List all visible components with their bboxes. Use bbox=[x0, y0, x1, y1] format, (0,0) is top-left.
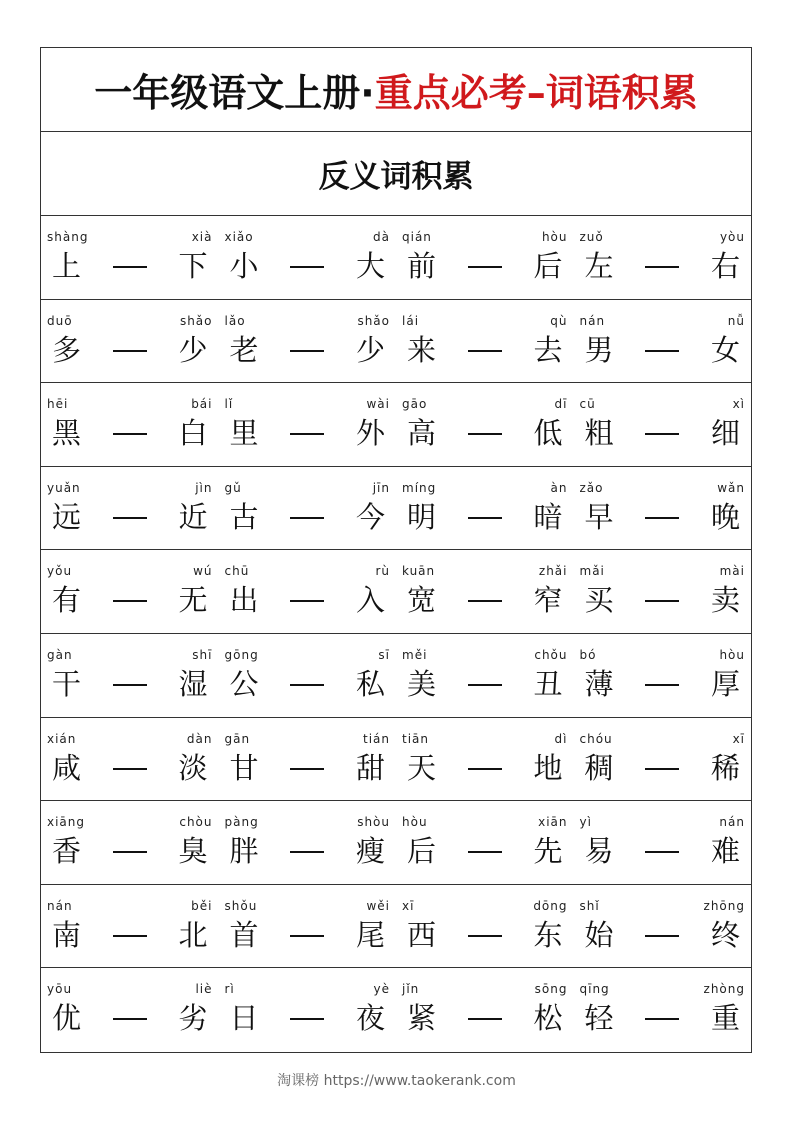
antonym-row bbox=[41, 801, 751, 885]
pinyin-right: yòu bbox=[719, 230, 745, 244]
dash-separator bbox=[468, 935, 502, 937]
dash-separator bbox=[468, 433, 502, 435]
pinyin-left: zǎo bbox=[579, 480, 604, 495]
hanzi-right: 难 bbox=[710, 834, 740, 869]
page-title-highlight: 重点必考–词语积累 bbox=[374, 71, 698, 115]
pinyin-left: cū bbox=[579, 397, 596, 412]
hanzi-left: 粗 bbox=[584, 416, 614, 451]
pinyin-right: zhōng bbox=[703, 898, 745, 913]
hanzi-right: 丑 bbox=[533, 666, 563, 701]
antonym-pair bbox=[396, 968, 574, 1052]
antonym-pair bbox=[574, 718, 752, 801]
pinyin-left: nán bbox=[47, 898, 73, 913]
pinyin-left: pàng bbox=[224, 815, 259, 830]
dash-separator bbox=[290, 350, 324, 352]
hanzi-left: 日 bbox=[229, 1001, 259, 1036]
antonym-pair bbox=[574, 467, 752, 550]
hanzi-left: 上 bbox=[52, 249, 82, 283]
hanzi-left: 西 bbox=[407, 917, 437, 952]
antonym-pair bbox=[396, 550, 574, 633]
pinyin-right: chǒu bbox=[534, 647, 568, 662]
hanzi-left: 甘 bbox=[229, 750, 259, 785]
dash-separator bbox=[645, 433, 679, 435]
pinyin-right: dì bbox=[554, 731, 568, 746]
hanzi-left: 里 bbox=[229, 416, 259, 451]
pinyin-left: yuǎn bbox=[47, 480, 81, 495]
hanzi-right: 夜 bbox=[355, 1001, 385, 1036]
pinyin-left: gān bbox=[224, 731, 251, 746]
hanzi-right: 后 bbox=[533, 249, 563, 283]
pinyin-right: jīn bbox=[372, 480, 390, 495]
dash-separator bbox=[290, 600, 324, 602]
pinyin-left: gōng bbox=[224, 647, 259, 662]
hanzi-right: 细 bbox=[710, 416, 740, 451]
dash-separator bbox=[468, 1018, 502, 1020]
antonym-pair bbox=[219, 718, 397, 801]
dash-separator bbox=[468, 266, 502, 268]
hanzi-right: 私 bbox=[355, 666, 385, 701]
hanzi-left: 易 bbox=[584, 834, 614, 869]
antonym-pair bbox=[41, 718, 219, 801]
hanzi-right: 瘦 bbox=[355, 834, 385, 869]
antonym-pair bbox=[574, 216, 752, 299]
pinyin-right: jìn bbox=[195, 480, 213, 495]
page-title bbox=[94, 62, 697, 117]
hanzi-left: 胖 bbox=[229, 834, 259, 869]
dash-separator bbox=[290, 684, 324, 686]
hanzi-right: 卖 bbox=[710, 583, 740, 618]
pinyin-right: hòu bbox=[541, 230, 568, 244]
pinyin-right: xī bbox=[732, 731, 745, 746]
dash-separator bbox=[290, 935, 324, 937]
antonym-row bbox=[41, 718, 751, 802]
hanzi-left: 左 bbox=[584, 249, 614, 283]
antonym-pair bbox=[41, 383, 219, 466]
hanzi-right: 重 bbox=[710, 1001, 740, 1036]
antonym-pair bbox=[41, 216, 219, 299]
antonym-pair bbox=[574, 550, 752, 633]
antonym-pair bbox=[219, 634, 397, 717]
hanzi-left: 有 bbox=[52, 583, 82, 618]
hanzi-left: 紧 bbox=[407, 1001, 437, 1036]
pinyin-left: lǎo bbox=[224, 313, 246, 328]
pinyin-right: zhǎi bbox=[538, 564, 568, 579]
pinyin-right: tián bbox=[363, 731, 390, 746]
pinyin-right: zhòng bbox=[703, 982, 745, 997]
pinyin-left: qīng bbox=[579, 982, 610, 997]
antonym-pair bbox=[219, 216, 397, 299]
pinyin-left: duō bbox=[47, 313, 73, 328]
pinyin-left: qián bbox=[402, 230, 432, 244]
dash-separator bbox=[290, 1018, 324, 1020]
hanzi-right: 东 bbox=[533, 917, 563, 952]
title-row bbox=[41, 48, 751, 132]
dash-separator bbox=[645, 1018, 679, 1020]
hanzi-left: 咸 bbox=[52, 750, 82, 785]
antonym-pair bbox=[219, 885, 397, 968]
hanzi-right: 臭 bbox=[178, 834, 208, 869]
hanzi-right: 先 bbox=[533, 834, 563, 869]
hanzi-right: 尾 bbox=[355, 917, 385, 952]
pinyin-left: hēi bbox=[47, 397, 69, 412]
hanzi-right: 终 bbox=[710, 917, 740, 952]
hanzi-right: 右 bbox=[710, 249, 740, 283]
pinyin-left: nán bbox=[579, 313, 606, 328]
pinyin-left: shǒu bbox=[224, 898, 258, 913]
hanzi-left: 宽 bbox=[407, 583, 437, 618]
antonym-pair bbox=[219, 550, 397, 633]
pinyin-right: shòu bbox=[357, 815, 390, 830]
dash-separator bbox=[645, 935, 679, 937]
dash-separator bbox=[113, 1018, 147, 1020]
hanzi-right: 外 bbox=[355, 416, 385, 451]
antonym-pair bbox=[219, 383, 397, 466]
pinyin-left: mǎi bbox=[579, 564, 605, 579]
antonym-row bbox=[41, 885, 751, 969]
hanzi-left: 男 bbox=[584, 332, 614, 367]
hanzi-right: 松 bbox=[533, 1001, 563, 1036]
antonym-pair bbox=[219, 300, 397, 383]
antonym-pair bbox=[41, 550, 219, 633]
pinyin-left: gàn bbox=[47, 647, 73, 662]
pinyin-right: hòu bbox=[719, 647, 745, 662]
dash-separator bbox=[468, 684, 502, 686]
hanzi-right: 湿 bbox=[178, 666, 208, 701]
hanzi-left: 早 bbox=[584, 499, 614, 534]
hanzi-left: 明 bbox=[407, 499, 437, 534]
dash-separator bbox=[468, 851, 502, 853]
footer-watermark: 淘课榜 https://www.taokerank.com bbox=[277, 1073, 516, 1089]
pinyin-left: bó bbox=[579, 647, 597, 662]
antonym-grid bbox=[41, 216, 751, 1052]
pinyin-right: àn bbox=[550, 480, 568, 495]
dash-separator bbox=[113, 935, 147, 937]
dash-separator bbox=[468, 768, 502, 770]
pinyin-left: měi bbox=[402, 647, 428, 662]
dash-separator bbox=[113, 350, 147, 352]
pinyin-right: xì bbox=[732, 397, 745, 412]
dash-separator bbox=[290, 517, 324, 519]
pinyin-left: kuān bbox=[402, 564, 436, 579]
hanzi-left: 香 bbox=[52, 834, 82, 869]
antonym-row bbox=[41, 968, 751, 1052]
pinyin-left: tiān bbox=[402, 731, 429, 746]
antonym-row bbox=[41, 550, 751, 634]
hanzi-left: 远 bbox=[52, 499, 82, 534]
hanzi-left: 多 bbox=[52, 332, 82, 367]
dash-separator bbox=[290, 266, 324, 268]
dash-separator bbox=[290, 851, 324, 853]
hanzi-left: 高 bbox=[407, 416, 437, 451]
dash-separator bbox=[113, 684, 147, 686]
subtitle-row bbox=[41, 132, 751, 216]
dash-separator bbox=[113, 433, 147, 435]
pinyin-right: wěi bbox=[366, 898, 390, 913]
antonym-pair bbox=[41, 885, 219, 968]
pinyin-right: wǎn bbox=[717, 480, 745, 495]
pinyin-left: gāo bbox=[402, 397, 428, 412]
hanzi-left: 天 bbox=[407, 750, 437, 785]
hanzi-left: 出 bbox=[229, 583, 259, 618]
pinyin-right: chòu bbox=[179, 815, 213, 830]
hanzi-left: 来 bbox=[407, 332, 437, 367]
pinyin-left: hòu bbox=[402, 815, 428, 830]
antonym-pair bbox=[396, 801, 574, 884]
hanzi-right: 晚 bbox=[710, 499, 740, 534]
pinyin-right: liè bbox=[195, 982, 213, 997]
antonym-pair bbox=[396, 718, 574, 801]
pinyin-right: shī bbox=[192, 647, 213, 662]
antonym-row bbox=[41, 634, 751, 718]
hanzi-left: 小 bbox=[229, 249, 259, 283]
page-title-main: 一年级语文上册· bbox=[94, 71, 375, 115]
pinyin-left: xiǎo bbox=[224, 230, 254, 244]
pinyin-right: nán bbox=[719, 815, 745, 830]
antonym-pair bbox=[396, 885, 574, 968]
pinyin-left: shǐ bbox=[579, 898, 600, 913]
antonym-pair bbox=[41, 467, 219, 550]
antonym-pair bbox=[574, 383, 752, 466]
hanzi-right: 无 bbox=[178, 583, 208, 618]
hanzi-left: 始 bbox=[584, 917, 614, 952]
dash-separator bbox=[645, 768, 679, 770]
hanzi-left: 首 bbox=[229, 917, 259, 952]
hanzi-right: 窄 bbox=[533, 583, 563, 618]
hanzi-right: 甜 bbox=[355, 750, 385, 785]
dash-separator bbox=[645, 350, 679, 352]
pinyin-right: shǎo bbox=[357, 313, 390, 328]
dash-separator bbox=[645, 517, 679, 519]
antonym-pair bbox=[41, 801, 219, 884]
hanzi-right: 近 bbox=[178, 499, 208, 534]
hanzi-left: 薄 bbox=[584, 666, 614, 701]
pinyin-right: bái bbox=[191, 397, 213, 412]
pinyin-right: rù bbox=[375, 564, 390, 579]
pinyin-right: dōng bbox=[533, 898, 568, 913]
hanzi-right: 入 bbox=[355, 583, 385, 618]
antonym-row bbox=[41, 216, 751, 300]
hanzi-right: 暗 bbox=[533, 499, 563, 534]
hanzi-right: 劣 bbox=[178, 1001, 208, 1036]
antonym-row bbox=[41, 300, 751, 384]
pinyin-right: xiān bbox=[538, 815, 568, 830]
dash-separator bbox=[645, 600, 679, 602]
dash-separator bbox=[113, 851, 147, 853]
hanzi-right: 淡 bbox=[178, 750, 208, 785]
hanzi-right: 稀 bbox=[710, 750, 740, 785]
hanzi-right: 下 bbox=[178, 249, 208, 283]
dash-separator bbox=[645, 684, 679, 686]
antonym-pair bbox=[574, 300, 752, 383]
antonym-row bbox=[41, 383, 751, 467]
dash-separator bbox=[113, 266, 147, 268]
antonym-pair bbox=[41, 968, 219, 1052]
dash-separator bbox=[113, 517, 147, 519]
antonym-pair bbox=[219, 467, 397, 550]
dash-separator bbox=[290, 433, 324, 435]
antonym-pair bbox=[396, 467, 574, 550]
dash-separator bbox=[468, 600, 502, 602]
antonym-row bbox=[41, 467, 751, 551]
hanzi-left: 轻 bbox=[584, 1001, 614, 1036]
pinyin-right: shǎo bbox=[179, 313, 213, 328]
hanzi-left: 优 bbox=[52, 1001, 82, 1036]
antonym-pair bbox=[396, 300, 574, 383]
pinyin-left: jǐn bbox=[402, 982, 420, 997]
pinyin-right: nǚ bbox=[727, 313, 745, 328]
pinyin-left: rì bbox=[224, 982, 235, 997]
pinyin-right: sōng bbox=[534, 982, 568, 997]
hanzi-right: 去 bbox=[533, 332, 563, 367]
antonym-pair bbox=[574, 634, 752, 717]
hanzi-right: 白 bbox=[178, 416, 208, 451]
pinyin-right: wài bbox=[366, 397, 390, 412]
hanzi-right: 低 bbox=[533, 416, 563, 451]
hanzi-left: 稠 bbox=[584, 750, 614, 785]
hanzi-right: 今 bbox=[355, 499, 385, 534]
worksheet bbox=[40, 47, 752, 1053]
hanzi-right: 大 bbox=[355, 249, 385, 283]
hanzi-left: 南 bbox=[52, 917, 82, 952]
hanzi-right: 少 bbox=[355, 332, 385, 367]
hanzi-left: 古 bbox=[229, 499, 259, 534]
hanzi-left: 黑 bbox=[52, 416, 82, 451]
antonym-pair bbox=[219, 801, 397, 884]
pinyin-left: xiāng bbox=[47, 815, 86, 830]
pinyin-left: zuǒ bbox=[579, 230, 604, 244]
pinyin-left: chóu bbox=[579, 731, 613, 746]
antonym-pair bbox=[574, 885, 752, 968]
pinyin-left: míng bbox=[402, 480, 437, 495]
pinyin-right: qù bbox=[550, 313, 568, 328]
hanzi-right: 厚 bbox=[710, 666, 740, 701]
hanzi-left: 美 bbox=[407, 666, 437, 701]
pinyin-left: xián bbox=[47, 731, 77, 746]
antonym-pair bbox=[396, 216, 574, 299]
hanzi-left: 前 bbox=[407, 249, 437, 283]
dash-separator bbox=[645, 851, 679, 853]
pinyin-right: sī bbox=[378, 647, 390, 662]
antonym-pair bbox=[41, 634, 219, 717]
hanzi-left: 后 bbox=[407, 834, 437, 869]
pinyin-right: běi bbox=[191, 898, 213, 913]
hanzi-left: 老 bbox=[229, 332, 259, 367]
dash-separator bbox=[113, 768, 147, 770]
pinyin-right: yè bbox=[373, 982, 390, 997]
antonym-pair bbox=[396, 383, 574, 466]
hanzi-left: 干 bbox=[52, 666, 82, 701]
antonym-pair bbox=[574, 801, 752, 884]
dash-separator bbox=[468, 517, 502, 519]
antonym-pair bbox=[219, 968, 397, 1052]
hanzi-right: 地 bbox=[533, 750, 563, 785]
pinyin-right: dī bbox=[554, 397, 568, 412]
dash-separator bbox=[290, 768, 324, 770]
antonym-pair bbox=[574, 968, 752, 1052]
pinyin-right: wú bbox=[193, 564, 213, 579]
pinyin-left: yōu bbox=[47, 982, 73, 997]
pinyin-left: shàng bbox=[47, 230, 89, 244]
pinyin-left: xī bbox=[402, 898, 415, 913]
dash-separator bbox=[645, 266, 679, 268]
pinyin-left: yì bbox=[579, 815, 592, 830]
dash-separator bbox=[113, 600, 147, 602]
antonym-pair bbox=[41, 300, 219, 383]
antonym-pair bbox=[396, 634, 574, 717]
pinyin-right: dà bbox=[373, 230, 390, 244]
hanzi-left: 公 bbox=[229, 666, 259, 701]
pinyin-right: xià bbox=[191, 230, 213, 244]
hanzi-right: 女 bbox=[710, 332, 740, 367]
pinyin-left: yǒu bbox=[47, 564, 73, 579]
pinyin-left: lǐ bbox=[224, 397, 234, 412]
pinyin-left: gǔ bbox=[224, 480, 242, 495]
hanzi-right: 少 bbox=[178, 332, 208, 367]
hanzi-left: 买 bbox=[584, 583, 614, 618]
pinyin-right: dàn bbox=[186, 731, 213, 746]
hanzi-right: 北 bbox=[178, 917, 208, 952]
pinyin-left: chū bbox=[224, 564, 250, 579]
dash-separator bbox=[468, 350, 502, 352]
section-title: 反义词积累 bbox=[318, 159, 474, 195]
pinyin-left: lái bbox=[402, 313, 420, 328]
pinyin-right: mài bbox=[719, 564, 745, 579]
